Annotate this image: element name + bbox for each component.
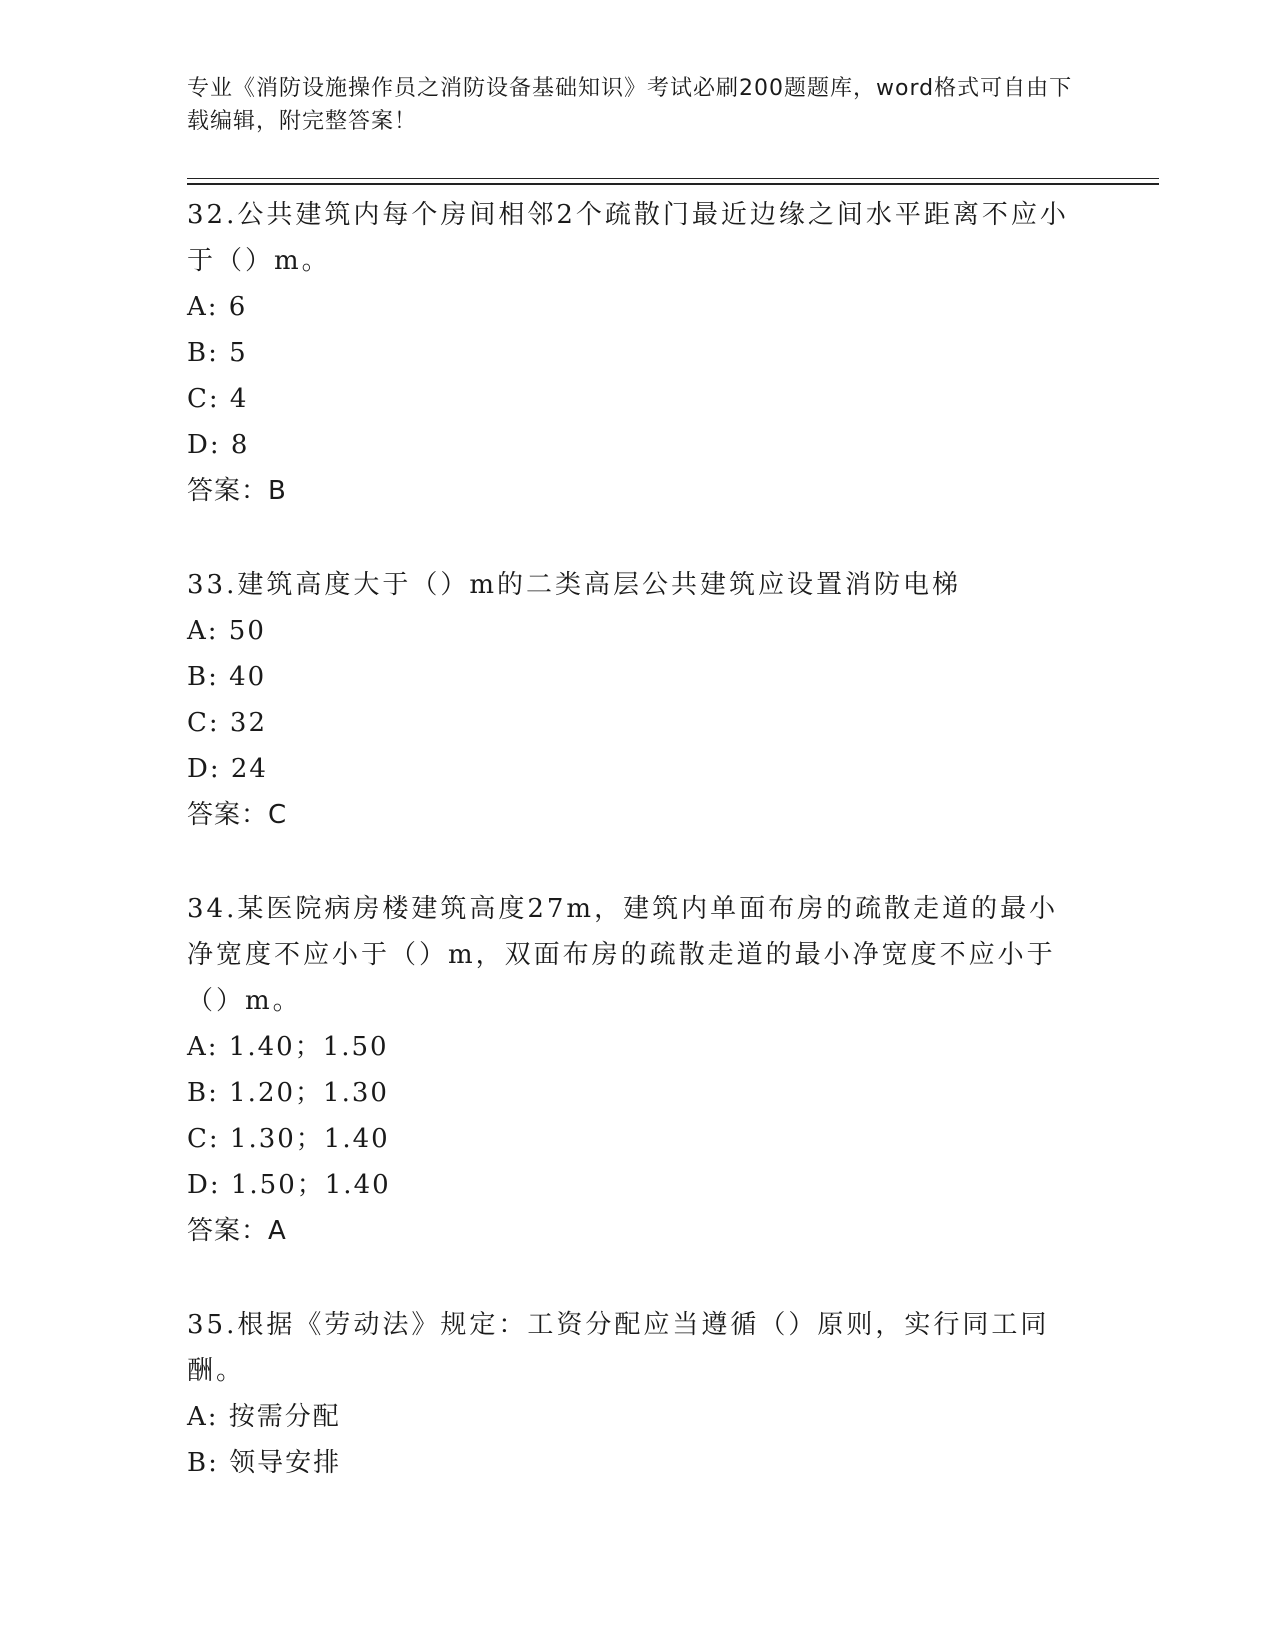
option-a: A: 6 (187, 292, 248, 322)
header-divider-thick (187, 183, 1159, 185)
question-33 (187, 562, 1087, 838)
option-d: D: 8 (187, 430, 250, 460)
option-c: C: 32 (187, 708, 268, 738)
option-b: B: 40 (187, 662, 267, 692)
question-32 (187, 192, 1087, 514)
option-d: D: 1.50；1.40 (187, 1170, 391, 1200)
question-stem: 33.建筑高度大于（）m的二类高层公共建筑应设置消防电梯 (187, 570, 962, 600)
option-c: C: 4 (187, 384, 249, 414)
question-stem: 32.公共建筑内每个房间相邻2个疏散门最近边缘之间水平距离不应小于（）m。 (187, 200, 1069, 276)
option-a: A: 1.40；1.50 (187, 1032, 389, 1062)
answer: 答案：B (187, 476, 287, 506)
question-stem: 34.某医院病房楼建筑高度27m，建筑内单面布房的疏散走道的最小净宽度不应小于（）m，双面布房的疏散走道的最小净宽度不应小于（）m。 (187, 894, 1059, 1016)
answer: 答案：C (187, 800, 288, 830)
question-35 (187, 1302, 1087, 1486)
option-a: A: 50 (187, 616, 266, 646)
option-c: C: 1.30；1.40 (187, 1124, 390, 1154)
question-stem: 35.根据《劳动法》规定：工资分配应当遵循（）原则，实行同工同酬。 (187, 1310, 1050, 1386)
option-b: B: 1.20；1.30 (187, 1078, 389, 1108)
document-header: 专业《消防设施操作员之消防设备基础知识》考试必刷200题题库，word格式可自由下载编辑，附完整答案！ (187, 76, 1073, 134)
option-a: A: 按需分配 (187, 1402, 341, 1432)
option-b: B: 领导安排 (187, 1448, 342, 1478)
option-d: D: 24 (187, 754, 268, 784)
option-b: B: 5 (187, 338, 248, 368)
question-34 (187, 886, 1087, 1254)
question-list (187, 192, 1087, 1534)
header-divider (187, 178, 1159, 179)
answer: 答案：A (187, 1216, 287, 1246)
